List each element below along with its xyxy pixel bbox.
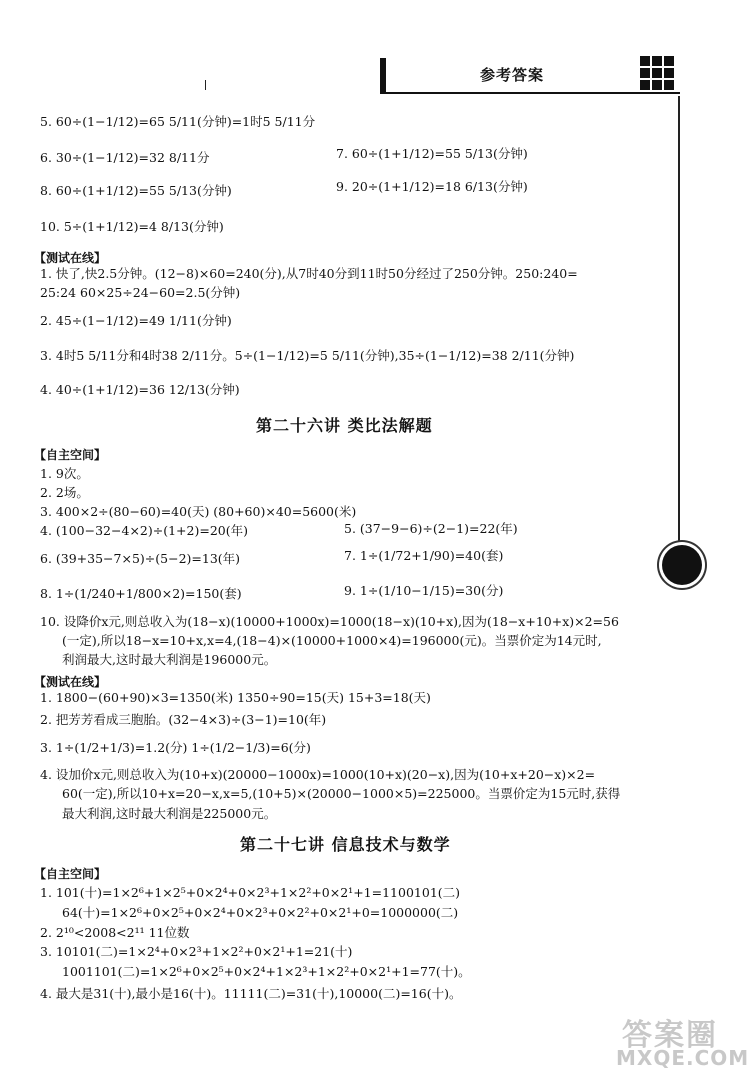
answer-line: 1. 101(十)=1×2⁶+1×2⁵+0×2⁴+0×2³+1×2²+0×2¹+1=1100101(二) <box>40 885 461 900</box>
answer-line: 2. 45÷(1−1/12)=49 1/11(分钟) <box>40 313 232 328</box>
answer-line: 60(一定),所以10+x=20−x,x=5,(10+5)×(20000−1000×5)=225000。当票价定为15元时,获得 <box>62 786 621 801</box>
answer-line: 5. (37−9−6)÷(2−1)=22(年) <box>344 521 518 536</box>
answer-line: (一定),所以18−x=10+x,x=4,(18−4)×(10000+1000×4)=196000(元)。当票价定为14元时, <box>62 633 602 648</box>
answer-line: 4. 设加价x元,则总收入为(10+x)(20000−1000x)=1000(10+x)(20−x),因为(10+x+20−x)×2= <box>40 767 596 782</box>
answer-line: 25:24 60×25÷24−60=2.5(分钟) <box>40 285 241 300</box>
page-header <box>380 58 680 96</box>
answer-line: 2. 2场。 <box>40 485 89 500</box>
answer-line: 10. 设降价x元,则总收入为(18−x)(10000+1000x)=1000(18−x)(10+x),因为(18−x+10+x)×2=56 <box>40 614 619 629</box>
answer-line: 利润最大,这时最大利润是196000元。 <box>62 652 277 667</box>
header-rule <box>386 92 680 94</box>
answer-line: 1001101(二)=1×2⁶+0×2⁵+0×2⁴+1×2³+1×2²+0×2¹+1=77(十)。 <box>62 964 471 979</box>
answer-line: 3. 400×2÷(80−60)=40(天) (80+60)×40=5600(米) <box>40 504 357 519</box>
answer-line: 3. 1÷(1/2+1/3)=1.2(分) 1÷(1/2−1/3)=6(分) <box>40 740 311 755</box>
grid-icon <box>640 56 674 90</box>
page-tab-dot <box>662 545 702 585</box>
section-label-self: 【自主空间】 <box>34 867 107 881</box>
watermark-logo <box>612 1010 750 1070</box>
answer-line: 2. 把芳芳看成三胞胎。(32−4×3)÷(3−1)=10(年) <box>40 712 327 727</box>
answer-line: 1. 快了,快2.5分钟。(12−8)×60=240(分),从7时40分到11时50分经过了250分钟。250:240= <box>40 266 578 281</box>
section-label-self: 【自主空间】 <box>34 448 107 462</box>
answer-line: 3. 4时5 5/11分和4时38 2/11分。5÷(1−1/12)=5 5/11(分钟),35÷(1−1/12)=38 2/11(分钟) <box>40 348 575 363</box>
answer-line: 1. 1800−(60+90)×3=1350(米) 1350÷90=15(天) 15+3=18(天) <box>40 690 431 705</box>
answer-line: 4. (100−32−4×2)÷(1+2)=20(年) <box>40 523 248 538</box>
watermark-url: MXQE.COM <box>616 1046 750 1070</box>
answer-line: 3. 10101(二)=1×2⁴+0×2³+1×2²+0×2¹+1=21(十) <box>40 944 353 959</box>
answer-line: 4. 最大是31(十),最小是16(十)。11111(二)=31(十),10000(二)=16(十)。 <box>40 986 462 1001</box>
answer-line: 最大利润,这时最大利润是225000元。 <box>62 806 277 821</box>
answer-line: 4. 40÷(1+1/12)=36 12/13(分钟) <box>40 382 240 397</box>
answer-line: 5. 60÷(1−1/12)=65 5/11(分钟)=1时5 5/11分 <box>40 114 316 129</box>
answer-line: 8. 1÷(1/240+1/800×2)=150(套) <box>40 586 242 601</box>
answer-line: 9. 1÷(1/10−1/15)=30(分) <box>344 583 504 598</box>
answer-line: 6. (39+35−7×5)÷(5−2)=13(年) <box>40 551 241 566</box>
scan-mark <box>205 80 206 90</box>
section-label-test: 【测试在线】 <box>34 251 107 265</box>
answer-line: 1. 9次。 <box>40 466 89 481</box>
answer-line: 7. 1÷(1/72+1/90)=40(套) <box>344 548 504 563</box>
section-label-test: 【测试在线】 <box>34 675 107 689</box>
answer-line: 9. 20÷(1+1/12)=18 6/13(分钟) <box>336 179 528 194</box>
lecture-title-26: 第二十六讲 类比法解题 <box>256 416 433 435</box>
lecture-title-27: 第二十七讲 信息技术与数学 <box>240 835 451 854</box>
answer-line: 6. 30÷(1−1/12)=32 8/11分 <box>40 150 210 165</box>
answer-line: 7. 60÷(1+1/12)=55 5/13(分钟) <box>336 146 528 161</box>
watermark-text: 答案圈 <box>622 1018 718 1053</box>
answer-line: 64(十)=1×2⁶+0×2⁵+0×2⁴+0×2³+0×2²+0×2¹+0=1000000(二) <box>62 905 459 920</box>
answer-line: 10. 5÷(1+1/12)=4 8/13(分钟) <box>40 219 224 234</box>
header-bar <box>380 58 386 94</box>
answer-line: 8. 60÷(1+1/12)=55 5/13(分钟) <box>40 183 232 198</box>
header-title: 参考答案 <box>480 66 545 84</box>
side-rule <box>678 96 680 552</box>
answer-line: 2. 2¹⁰<2008<2¹¹ 11位数 <box>40 925 190 940</box>
